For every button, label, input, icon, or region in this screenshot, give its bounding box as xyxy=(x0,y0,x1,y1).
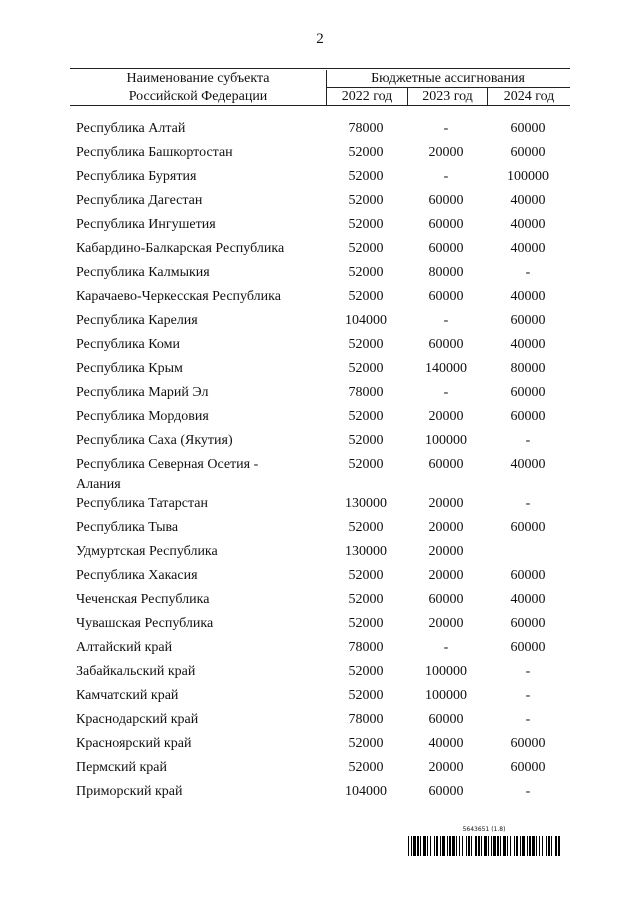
barcode-bar xyxy=(555,836,557,856)
value-2024: 40000 xyxy=(510,592,546,607)
value-2022: 52000 xyxy=(348,457,384,472)
subject-name: Чеченская Республика xyxy=(76,592,210,607)
value-2024: 40000 xyxy=(510,241,546,256)
value-2022: 52000 xyxy=(348,568,384,583)
value-2022: 52000 xyxy=(348,361,384,376)
value-2023: - xyxy=(443,313,449,328)
table-row xyxy=(0,382,640,406)
value-2023: 140000 xyxy=(425,361,467,376)
value-2023: 100000 xyxy=(425,688,467,703)
subject-name: Республика Башкортостан xyxy=(76,145,233,160)
barcode-bar xyxy=(516,836,518,856)
value-2023: 20000 xyxy=(428,616,464,631)
value-2023: - xyxy=(443,169,449,184)
value-2024: - xyxy=(525,784,531,799)
table-row xyxy=(0,661,640,685)
subject-name: Пермский край xyxy=(76,760,167,775)
value-2023: 60000 xyxy=(428,457,464,472)
value-2024: - xyxy=(525,712,531,727)
barcode-bar xyxy=(481,836,482,856)
value-2024: 60000 xyxy=(510,145,546,160)
value-2023: 100000 xyxy=(425,433,467,448)
subject-name: Чувашская Республика xyxy=(76,616,214,631)
table-row xyxy=(0,685,640,709)
barcode-bar xyxy=(548,836,550,856)
value-2022: 52000 xyxy=(348,520,384,535)
value-2023: - xyxy=(443,640,449,655)
value-2022: 52000 xyxy=(348,241,384,256)
barcode-bar xyxy=(500,836,501,856)
table-row xyxy=(0,310,640,334)
barcode-bar xyxy=(447,836,448,856)
subject-name: Карачаево-Черкесская Республика xyxy=(76,289,281,304)
value-2022: 78000 xyxy=(348,121,384,136)
value-2023: 40000 xyxy=(428,736,464,751)
barcode-bar xyxy=(420,836,421,856)
value-2022: 52000 xyxy=(348,265,384,280)
value-2024: 60000 xyxy=(510,760,546,775)
table-row xyxy=(0,358,640,382)
value-2023: 20000 xyxy=(428,544,464,559)
value-2022: 52000 xyxy=(348,664,384,679)
value-2022: 52000 xyxy=(348,145,384,160)
value-2024: - xyxy=(525,688,531,703)
barcode-bar xyxy=(440,836,441,856)
value-2024: 40000 xyxy=(510,337,546,352)
barcode-bar xyxy=(536,836,537,856)
year-2024-header: 2024 год xyxy=(503,89,555,104)
table-row xyxy=(0,757,640,781)
barcode-image xyxy=(408,836,560,856)
barcode-bar xyxy=(527,836,528,856)
table-row xyxy=(0,118,640,142)
barcode-bar xyxy=(408,836,409,856)
value-2023: 60000 xyxy=(428,193,464,208)
value-2024: 60000 xyxy=(510,313,546,328)
subject-column-title: Наименование субъекта xyxy=(126,71,270,86)
subject-name: Алтайский край xyxy=(76,640,173,655)
value-2023: 60000 xyxy=(428,784,464,799)
value-2022: 78000 xyxy=(348,385,384,400)
value-2023: 60000 xyxy=(428,217,464,232)
value-2022: 52000 xyxy=(348,289,384,304)
table-row xyxy=(0,733,640,757)
barcode-bar xyxy=(449,836,451,856)
barcode-bar xyxy=(478,836,480,856)
table-row xyxy=(0,262,640,286)
subject-name: Забайкальский край xyxy=(76,664,196,679)
subject-name: Республика Хакасия xyxy=(76,568,198,583)
table-row xyxy=(0,334,640,358)
table-row xyxy=(0,454,640,498)
value-2024: - xyxy=(525,664,531,679)
table-row xyxy=(0,286,640,310)
value-2022: 104000 xyxy=(345,313,387,328)
barcode-bar xyxy=(430,836,431,856)
value-2024: 60000 xyxy=(510,409,546,424)
value-2023: 20000 xyxy=(428,145,464,160)
value-2024: 40000 xyxy=(510,457,546,472)
value-2023: 20000 xyxy=(428,496,464,511)
value-2023: 60000 xyxy=(428,241,464,256)
value-2022: 52000 xyxy=(348,193,384,208)
barcode-bar xyxy=(551,836,552,856)
table-row xyxy=(0,781,640,805)
subject-name: Республика Ингушетия xyxy=(76,217,216,232)
subject-name: Республика Мордовия xyxy=(76,409,209,424)
barcode-bar xyxy=(423,836,426,856)
value-2023: 80000 xyxy=(428,265,464,280)
barcode-bar xyxy=(491,836,492,856)
value-2024: 40000 xyxy=(510,289,546,304)
value-2022: 52000 xyxy=(348,736,384,751)
value-2022: 52000 xyxy=(348,169,384,184)
value-2022: 52000 xyxy=(348,760,384,775)
barcode-bar xyxy=(488,836,489,856)
table-row xyxy=(0,589,640,613)
table-row xyxy=(0,613,640,637)
barcode-bar xyxy=(411,836,412,856)
value-2023: - xyxy=(443,385,449,400)
barcode-bar xyxy=(514,836,515,856)
subject-name: Республика Алтай xyxy=(76,121,186,136)
barcode-bar xyxy=(442,836,445,856)
table-row xyxy=(0,541,640,565)
table-row xyxy=(0,637,640,661)
value-2022: 52000 xyxy=(348,217,384,232)
page-number: 2 xyxy=(316,31,324,47)
barcode-bar xyxy=(484,836,487,856)
value-2024: 60000 xyxy=(510,121,546,136)
year-2022-header: 2022 год xyxy=(341,89,393,104)
value-2022: 52000 xyxy=(348,592,384,607)
value-2023: 60000 xyxy=(428,712,464,727)
value-2024: 60000 xyxy=(510,520,546,535)
barcode-bar xyxy=(475,836,477,856)
subject-name: Республика Марий Эл xyxy=(76,385,209,400)
subject-name: Камчатский край xyxy=(76,688,179,703)
value-2022: 52000 xyxy=(348,409,384,424)
value-2022: 130000 xyxy=(345,496,387,511)
subject-name: Удмуртская Республика xyxy=(76,544,218,559)
barcode-bar xyxy=(413,836,416,856)
barcode-bar xyxy=(493,836,496,856)
subject-name: Республика Бурятия xyxy=(76,169,197,184)
table-row xyxy=(0,166,640,190)
barcode-bar xyxy=(546,836,547,856)
subject-name: Республика Калмыкия xyxy=(76,265,210,280)
value-2023: 100000 xyxy=(425,664,467,679)
table-row xyxy=(0,214,640,238)
barcode-bar xyxy=(468,836,470,856)
year-2023-header: 2023 год xyxy=(422,89,473,104)
barcode-bar xyxy=(434,836,435,856)
barcode-bar xyxy=(503,836,506,856)
table-row xyxy=(0,493,640,517)
subject-name: Краснодарский край xyxy=(76,712,199,727)
budget-column-title: Бюджетные ассигнования xyxy=(371,71,525,86)
value-2022: 130000 xyxy=(345,544,387,559)
value-2024: - xyxy=(525,433,531,448)
value-2022: 78000 xyxy=(348,712,384,727)
barcode-bar xyxy=(497,836,499,856)
barcode-bar xyxy=(529,836,531,856)
barcode-bar xyxy=(427,836,428,856)
barcode-bar xyxy=(456,836,457,856)
value-2024: - xyxy=(525,496,531,511)
subject-name: Республика Дагестан xyxy=(76,193,203,208)
value-2024: 60000 xyxy=(510,736,546,751)
barcode-bar xyxy=(452,836,455,856)
value-2024: - xyxy=(525,265,531,280)
subject-name: Республика Крым xyxy=(76,361,183,376)
value-2024: 60000 xyxy=(510,385,546,400)
barcode-bar xyxy=(532,836,535,856)
value-2023: 20000 xyxy=(428,520,464,535)
barcode-bar xyxy=(520,836,521,856)
value-2024: 40000 xyxy=(510,193,546,208)
value-2022: 52000 xyxy=(348,337,384,352)
value-2024: 60000 xyxy=(510,568,546,583)
barcode-bar xyxy=(436,836,438,856)
barcode-number: 5643651 (1.8) xyxy=(462,826,506,833)
table-row xyxy=(0,190,640,214)
barcode-bar xyxy=(539,836,540,856)
barcode-bar xyxy=(522,836,525,856)
value-2023: 20000 xyxy=(428,409,464,424)
barcode-bar xyxy=(466,836,467,856)
barcode-bar xyxy=(507,836,508,856)
table-row xyxy=(0,709,640,733)
value-2022: 52000 xyxy=(348,433,384,448)
barcode-bar xyxy=(558,836,560,856)
value-2024: 60000 xyxy=(510,640,546,655)
value-2023: 20000 xyxy=(428,760,464,775)
subject-name: Республика Северная Осетия - xyxy=(76,457,259,472)
subject-name: Республика Коми xyxy=(76,337,180,352)
subject-name: Республика Тыва xyxy=(76,520,179,535)
value-2024: 40000 xyxy=(510,217,546,232)
subject-name: Кабардино-Балкарская Республика xyxy=(76,241,285,256)
value-2024: 80000 xyxy=(510,361,546,376)
value-2023: - xyxy=(443,121,449,136)
barcode-bar xyxy=(417,836,419,856)
table-row xyxy=(0,238,640,262)
value-2022: 52000 xyxy=(348,688,384,703)
value-2022: 52000 xyxy=(348,616,384,631)
table-row xyxy=(0,517,640,541)
barcode-bar xyxy=(542,836,543,856)
subject-name: Республика Татарстан xyxy=(76,496,209,511)
barcode-bar xyxy=(510,836,511,856)
subject-column-title-line2: Российской Федерации xyxy=(128,89,268,104)
barcode-bar xyxy=(471,836,472,856)
table-row xyxy=(0,430,640,454)
table-row xyxy=(0,406,640,430)
value-2022: 78000 xyxy=(348,640,384,655)
table-row xyxy=(0,565,640,589)
value-2023: 20000 xyxy=(428,568,464,583)
barcode-bar xyxy=(459,836,460,856)
table-row xyxy=(0,142,640,166)
subject-name-continuation: Алания xyxy=(76,477,121,492)
subject-name: Республика Карелия xyxy=(76,313,198,328)
value-2024: 100000 xyxy=(507,169,549,184)
value-2023: 60000 xyxy=(428,289,464,304)
subject-name: Приморский край xyxy=(76,784,183,799)
value-2024: 60000 xyxy=(510,616,546,631)
subject-name: Красноярский край xyxy=(76,736,192,751)
value-2023: 60000 xyxy=(428,592,464,607)
value-2023: 60000 xyxy=(428,337,464,352)
value-2022: 104000 xyxy=(345,784,387,799)
subject-name: Республика Саха (Якутия) xyxy=(76,433,233,448)
barcode-bar xyxy=(462,836,463,856)
